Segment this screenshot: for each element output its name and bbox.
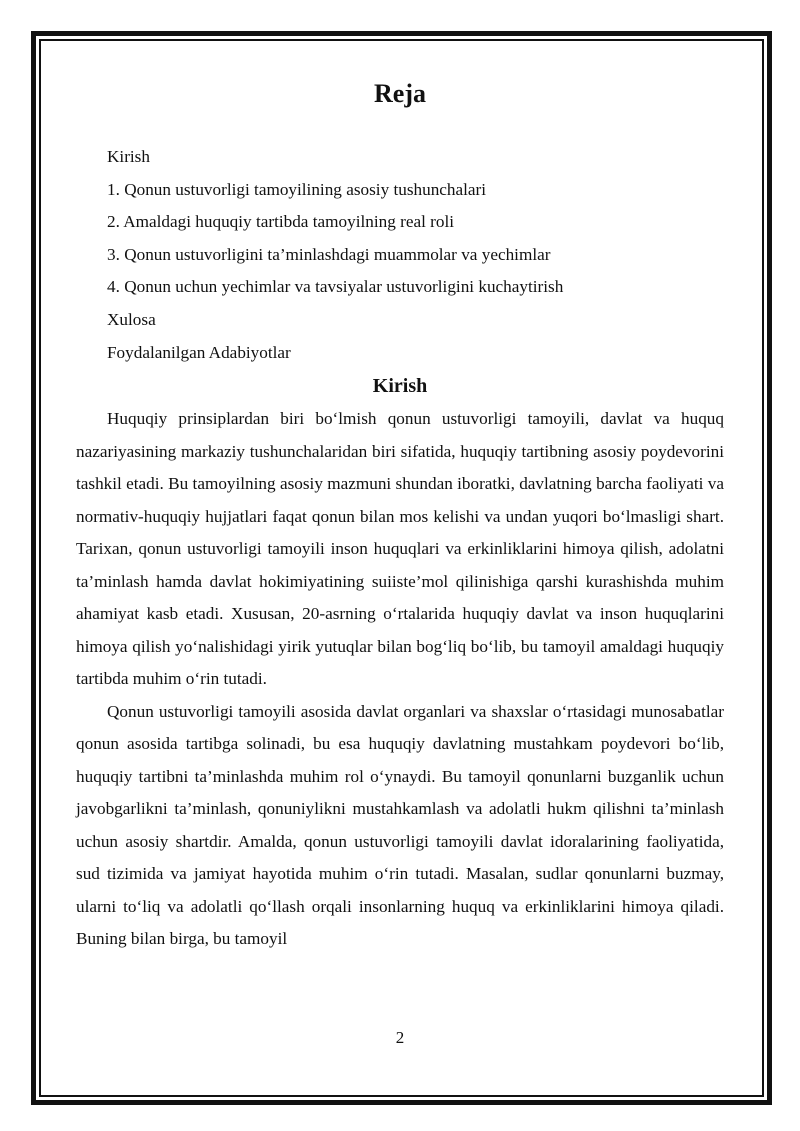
table-of-contents <box>76 141 724 369</box>
toc-item: Xulosa <box>107 309 156 329</box>
page-title: Reja <box>374 79 426 108</box>
toc-item: 1. Qonun ustuvorligi tamoyilining asosiy tushunchalari <box>107 179 487 199</box>
body-paragraph: Qonun ustuvorligi tamoyili asosida davlat organlari va shaxslar o‘rtasidagi munosabatlar qonun asosida tartibga solinadi, bu esa huquqiy davlatning mustahkam poydevori bo‘lib, huquqiy tartibni ta’minlashda muhim rol o‘ynaydi. Bu tamoyil qonunlarni buzganlik uchun javobgarlikni ta’minlash, qonuniylikni mustahkamlash va adolatli hukm qilishni ta’minlash uchun asosiy shartdir. Amalda, qonun ustuvorligi tamoyili davlat idoralarining faoliyatida, sud tizimida va jamiyat hayotida muhim o‘rin tutadi. Masalan, sudlar qonunlarni buzmay, ularni to‘liq va adolatli qo‘llash orqali insonlarning huquq va erkinliklarini himoya qiladi. Buning bilan birga, bu tamoyil <box>76 701 724 949</box>
page-number: 2 <box>395 1028 405 1047</box>
toc-item: 2. Amaldagi huquqiy tartibda tamoyilning real roli <box>107 212 455 232</box>
toc-item: Kirish <box>107 147 150 166</box>
section-heading: Kirish <box>372 375 428 398</box>
toc-item: 3. Qonun ustuvorligini ta’minlashdagi muammolar va yechimlar <box>107 244 551 264</box>
toc-item: 4. Qonun uchun yechimlar va tavsiyalar ustuvorligini kuchaytirish <box>107 277 564 297</box>
toc-item: Foydalanilgan Adabiyotlar <box>107 342 291 362</box>
body-paragraph: Huquqiy prinsiplardan biri bo‘lmish qonun ustuvorligi tamoyili, davlat va huquq nazariyasining markaziy tushunchalaridan biri sifatida, huquqiy tartibning asosiy poydevorini tashkil etadi. Bu tamoyilning asosiy mazmuni shundan iboratki, davlatning barcha faoliyati va normativ-huquqiy hujjatlari faqat qonun bilan mos kelishi va undan yuqori bo‘lmasligi shart. Tarixan, qonun ustuvorligi tamoyili inson huquqlari va erkinliklarini himoya qilish, adolatni ta’minlash hamda davlat hokimiyatining suiiste’mol qilinishiga qarshi kurashishda muhim ahamiyat kasb etadi. Xususan, 20-asrning o‘rtalarida huquqiy davlat va inson huquqlarini himoya qilish yo‘nalishidagi yirik yutuqlar bilan bog‘liq bo‘lib, bu tamoyil amaldagi huquqiy tartibda muhim o‘rin tutadi. <box>76 409 724 689</box>
document-page <box>76 72 724 956</box>
